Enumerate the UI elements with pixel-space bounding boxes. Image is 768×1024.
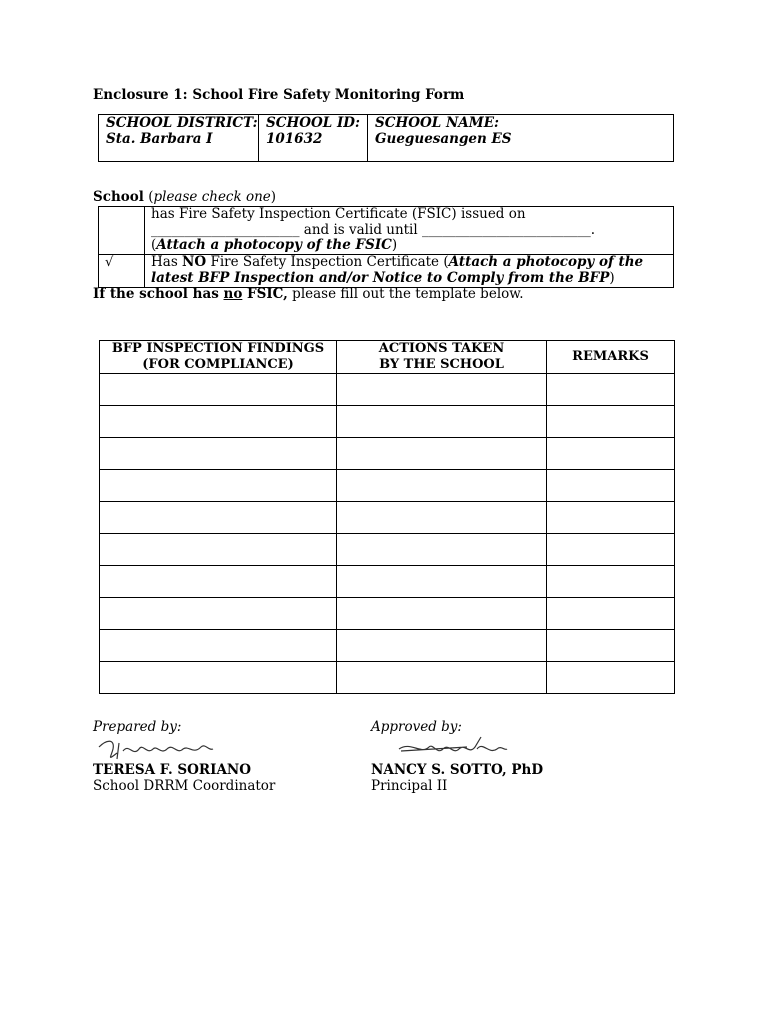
option-has-fsic: [99, 207, 673, 254]
prepared-by-block: [93, 719, 275, 794]
action-cell[interactable]: [337, 598, 547, 630]
remarks-cell[interactable]: [547, 502, 675, 534]
no-fsic-mid: Fire Safety Inspection Certificate (: [206, 254, 449, 270]
paren-close: ): [391, 237, 398, 253]
approved-by-name: NANCY S. SOTTO, PhD: [371, 762, 544, 778]
school-id-label: SCHOOL ID:: [266, 115, 360, 131]
remarks-cell[interactable]: [547, 598, 675, 630]
header-remarks: [547, 341, 675, 374]
fsic-check-table: [98, 206, 674, 288]
school-header-table: [98, 114, 674, 162]
findings-header-row: [100, 341, 675, 374]
action-cell[interactable]: [337, 374, 547, 406]
finding-cell[interactable]: [100, 406, 337, 438]
district-label: SCHOOL DISTRICT:: [106, 115, 258, 131]
finding-cell[interactable]: [100, 630, 337, 662]
header-remarks-line1: REMARKS: [572, 349, 649, 364]
table-row: [100, 374, 675, 406]
action-cell[interactable]: [337, 438, 547, 470]
table-row: [100, 598, 675, 630]
remarks-cell[interactable]: [547, 470, 675, 502]
option-no-fsic-text: [145, 255, 673, 287]
finding-cell[interactable]: [100, 502, 337, 534]
option-has-fsic-text: [145, 207, 673, 254]
approved-by-block: [371, 719, 543, 794]
school-hint: please check one: [153, 189, 271, 205]
hint-open: (: [143, 189, 154, 205]
finding-cell[interactable]: [100, 598, 337, 630]
school-check-instruction: [93, 189, 276, 205]
prepared-signature-icon: [93, 729, 223, 765]
table-row: [100, 438, 675, 470]
header-actions-line2: BY THE SCHOOL: [379, 357, 504, 372]
no-fsic-bold: NO: [182, 254, 207, 270]
school-id-cell: [259, 115, 368, 161]
header-findings: [100, 341, 337, 374]
finding-cell[interactable]: [100, 374, 337, 406]
school-name-value: Gueguesangen ES: [375, 131, 512, 147]
no-fsic-instruction: [93, 286, 524, 302]
finding-cell[interactable]: [100, 470, 337, 502]
district-cell: [99, 115, 259, 161]
school-name-cell: [368, 115, 673, 161]
form-title: Enclosure 1: School Fire Safety Monitoring Form: [93, 87, 465, 103]
no-fsic-instr-tail: FSIC,: [242, 286, 288, 302]
approved-by-role: Principal II: [371, 778, 448, 794]
attach-fsic-note: Attach a photocopy of the FSIC: [156, 237, 392, 253]
table-row: [100, 406, 675, 438]
action-cell[interactable]: [337, 662, 547, 694]
school-name-label: SCHOOL NAME:: [375, 115, 499, 131]
header-actions: [337, 341, 547, 374]
remarks-cell[interactable]: [547, 566, 675, 598]
table-row: [100, 534, 675, 566]
no-fsic-instr-rest: please fill out the template below.: [287, 286, 524, 302]
remarks-cell[interactable]: [547, 630, 675, 662]
table-row: [100, 502, 675, 534]
finding-cell[interactable]: [100, 662, 337, 694]
remarks-cell[interactable]: [547, 406, 675, 438]
has-fsic-line2: ______________________ and is valid until _________________________.: [151, 221, 596, 238]
remarks-cell[interactable]: [547, 374, 675, 406]
school-id-value: 101632: [266, 131, 323, 147]
approved-signature-icon: [371, 729, 511, 765]
no-fsic-instr-no: no: [223, 286, 243, 302]
finding-cell[interactable]: [100, 534, 337, 566]
approved-by-label: Approved by:: [371, 719, 462, 735]
table-row: [100, 630, 675, 662]
prepared-by-name: TERESA F. SORIANO: [93, 762, 252, 778]
attach-bfp-note: Attach a photocopy of the latest BFP Inspection and/or Notice to Comply from the BFP: [151, 254, 644, 286]
table-row: [100, 470, 675, 502]
findings-table: [99, 340, 675, 694]
checkbox-has-fsic[interactable]: [99, 207, 145, 254]
header-findings-line2: (FOR COMPLIANCE): [142, 357, 294, 372]
district-value: Sta. Barbara I: [106, 131, 213, 147]
action-cell[interactable]: [337, 566, 547, 598]
table-row: [100, 662, 675, 694]
remarks-cell[interactable]: [547, 534, 675, 566]
prepared-by-role: School DRRM Coordinator: [93, 778, 276, 794]
table-row: [100, 566, 675, 598]
action-cell[interactable]: [337, 534, 547, 566]
paren-open: (: [151, 237, 157, 253]
finding-cell[interactable]: [100, 438, 337, 470]
has-fsic-line3: [151, 238, 668, 254]
option-no-fsic: [99, 254, 673, 287]
no-fsic-pre: Has: [151, 254, 183, 270]
finding-cell[interactable]: [100, 566, 337, 598]
action-cell[interactable]: [337, 502, 547, 534]
checkbox-no-fsic[interactable]: √: [99, 255, 145, 287]
action-cell[interactable]: [337, 470, 547, 502]
header-findings-line1: BFP INSPECTION FINDINGS: [111, 341, 325, 356]
no-fsic-close: ): [609, 269, 615, 286]
remarks-cell[interactable]: [547, 662, 675, 694]
action-cell[interactable]: [337, 406, 547, 438]
header-actions-line1: ACTIONS TAKEN: [378, 341, 505, 356]
no-fsic-instr-pre: If the school has: [93, 286, 224, 302]
hint-close: ): [270, 189, 277, 205]
action-cell[interactable]: [337, 630, 547, 662]
has-fsic-line1: has Fire Safety Inspection Certificate (FSIC) issued on: [151, 206, 526, 222]
school-label: School: [93, 189, 144, 205]
prepared-by-label: Prepared by:: [93, 719, 182, 735]
remarks-cell[interactable]: [547, 438, 675, 470]
